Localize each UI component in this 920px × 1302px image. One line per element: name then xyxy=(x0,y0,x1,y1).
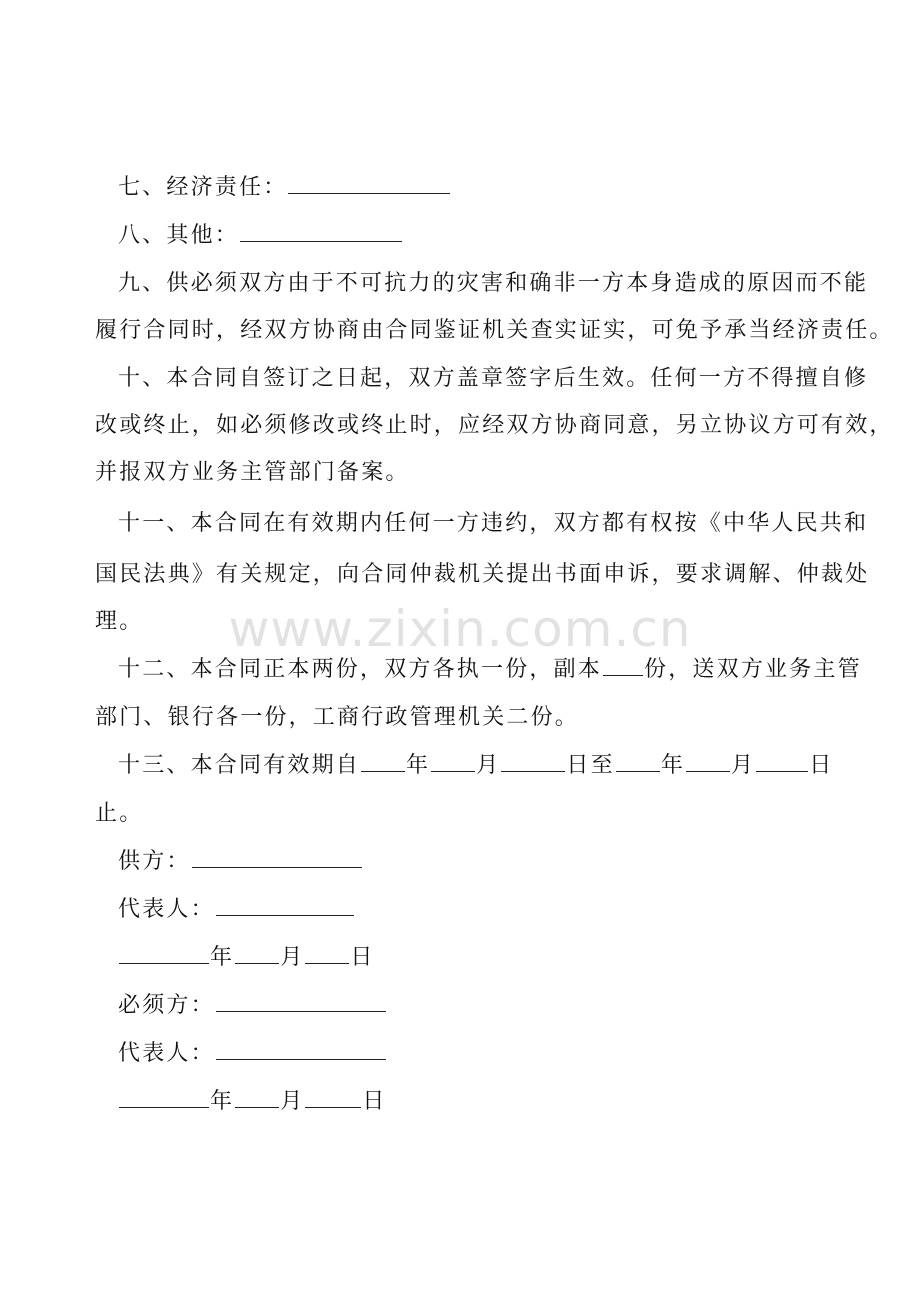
supplier-date-day-blank[interactable] xyxy=(305,945,349,964)
end-month-label: 月 xyxy=(731,753,756,778)
buyer-blank[interactable] xyxy=(216,993,386,1012)
supplier-date-year-label: 年 xyxy=(210,945,235,970)
supplier-representative-row xyxy=(95,886,858,933)
clause-11-line-2: 国民法典》有关规定，向合同仲裁机关提出书面申诉，要求调解、仲裁处 xyxy=(95,562,870,587)
end-year-blank[interactable] xyxy=(616,753,660,772)
clause-9-line-2: 履行合同时，经双方协商由合同鉴证机关查实证实，可免予承当经济责任。 xyxy=(95,318,894,343)
buyer-date-year-label: 年 xyxy=(210,1089,235,1114)
clause-7-label: 七、经济责任： xyxy=(118,175,288,200)
clause-11-line-3: 理。 xyxy=(95,609,144,634)
buyer-date-day-blank[interactable] xyxy=(305,1089,361,1108)
clause-12-text-a: 十二、本合同正本两份，双方各执一份，副本 xyxy=(118,657,603,682)
clause-12-line-1 xyxy=(95,646,862,693)
supplier-date-month-blank[interactable] xyxy=(235,945,279,964)
supplier-label: 供方： xyxy=(118,849,191,874)
supplier-date-row xyxy=(95,934,858,981)
clause-8 xyxy=(95,212,858,259)
end-year-label: 年 xyxy=(660,753,686,778)
clause-7-blank[interactable] xyxy=(288,175,450,194)
start-day-label: 日至 xyxy=(566,753,615,778)
end-day-blank[interactable] xyxy=(756,753,808,772)
buyer-date-month-blank[interactable] xyxy=(235,1089,279,1108)
supplier-date-day-label: 日 xyxy=(350,945,375,970)
start-year-label: 年 xyxy=(406,753,431,778)
buyer-label: 必须方： xyxy=(118,993,215,1018)
supplier-representative-label: 代表人： xyxy=(118,897,215,922)
buyer-date-day-label: 日 xyxy=(362,1089,387,1114)
start-day-blank[interactable] xyxy=(501,753,565,772)
supplier-date-year-blank[interactable] xyxy=(119,945,209,964)
start-month-blank[interactable] xyxy=(431,753,475,772)
watermark: www.zixin.com.cn xyxy=(228,600,692,658)
clause-10-line-1: 十、本合同自签订之日起，双方盖章签字后生效。任何一方不得擅自修 xyxy=(118,366,869,391)
start-year-blank[interactable] xyxy=(361,753,405,772)
end-day-label: 日 xyxy=(809,753,834,778)
clause-12-text-b: 份，送双方业务主管 xyxy=(644,657,862,682)
copies-blank[interactable] xyxy=(603,657,643,676)
supplier-date-month-label: 月 xyxy=(280,945,305,970)
clause-12-line-2: 部门、银行各一份，工商行政管理机关二份。 xyxy=(95,705,580,730)
clause-10-line-3: 并报双方业务主管部门备案。 xyxy=(95,460,410,485)
clause-10-line-2: 改或终止，如必须修改或终止时，应经双方协商同意，另立协议方可有效， xyxy=(95,413,894,438)
buyer-date-year-blank[interactable] xyxy=(119,1089,209,1108)
clause-13-line-1 xyxy=(95,742,858,789)
buyer-representative-row xyxy=(95,1030,858,1077)
buyer-date-row xyxy=(95,1078,858,1125)
clause-9-line-1: 九、供必须双方由于不可抗力的灾害和确非一方本身造成的原因而不能 xyxy=(118,271,869,296)
clause-13-line-2: 止。 xyxy=(95,801,144,826)
clause-13-text: 十三、本合同有效期自 xyxy=(118,753,361,778)
buyer-date-month-label: 月 xyxy=(280,1089,305,1114)
buyer-representative-blank[interactable] xyxy=(216,1041,386,1060)
supplier-row xyxy=(95,838,858,885)
supplier-representative-blank[interactable] xyxy=(216,897,354,916)
clause-11-line-1: 十一、本合同在有效期内任何一方违约，双方都有权按《中华人民共和 xyxy=(118,511,869,536)
clause-8-label: 八、其他： xyxy=(118,223,240,248)
buyer-row xyxy=(95,982,858,1029)
supplier-blank[interactable] xyxy=(192,849,362,868)
end-month-blank[interactable] xyxy=(686,753,730,772)
buyer-representative-label: 代表人： xyxy=(118,1041,215,1066)
start-month-label: 月 xyxy=(476,753,501,778)
clause-8-blank[interactable] xyxy=(240,223,402,242)
clause-7 xyxy=(95,164,858,211)
